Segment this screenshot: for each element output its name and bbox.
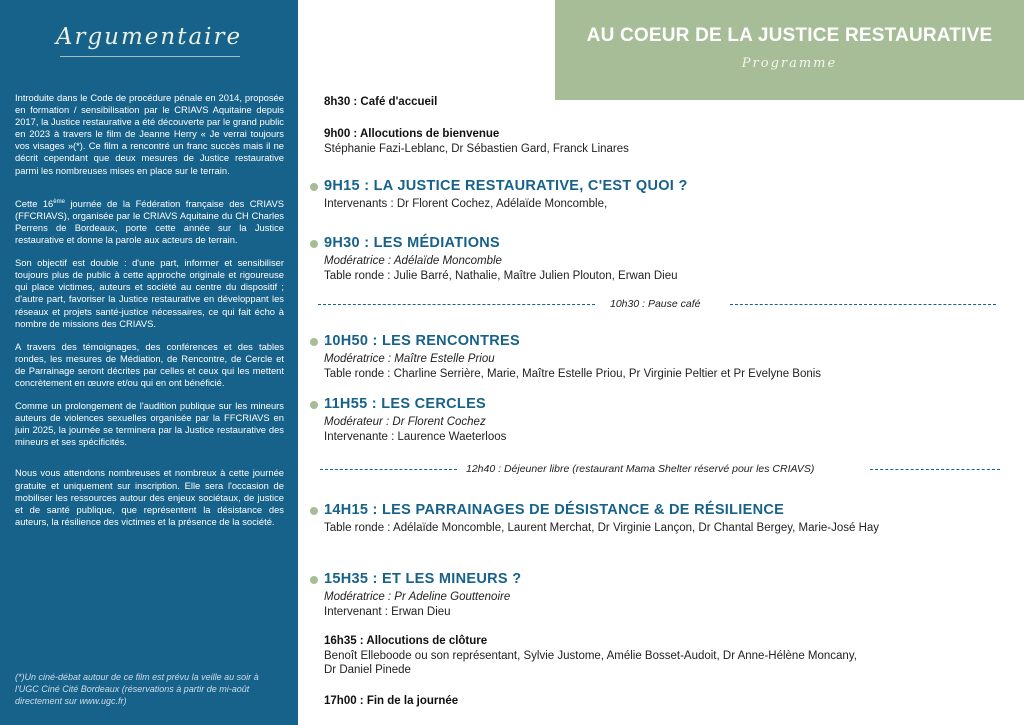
argumentaire-panel [0,0,298,725]
item-end: 17h00 : Fin de la journée [324,695,459,707]
bullet-dot [310,183,318,191]
bullet-dot [310,401,318,409]
paragraph-inscription: Nous vous attendons nombreuses et nombreux à cette journée gratuite et uniquement sur inscription. Elle sera l'occasion de mobiliser les ressources autour des enjeux sociétaux, de justice et de santé publique, que représentent la désistance des auteurs, la résilience des victimes et la présence de la société. [15,467,284,527]
title-underline [60,56,240,57]
bullet-dot [310,507,318,515]
paragraph-objectif: Son objectif est double : d'une part, informer et sensibiliser toujours plus de public à cette approche originale et rigoureuse qui place victimes, auteurs et société au centre du dispositif ; d'autre part, favoriser la Justice restaurative en développant les réseaux et projets santé-justice nécessaires, ce qui fait écho à nombre de missions des CRIAVS. [15,257,284,329]
divider-dashed [730,304,996,305]
argumentaire-text [15,92,284,547]
divider-dashed [318,304,595,305]
item-welcome: 9h00 : Allocutions de bienvenue Stéphanie Fazi-Leblanc, Dr Sébastien Gard, Franck Linares [324,128,629,155]
divider-dashed [320,469,457,470]
paragraph-intro: Introduite dans le Code de procédure pénale en 2014, proposée en formation / sensibilisation par le CRIAVS Aquitaine depuis 2017, la Justice restaurative a été découverte par le grand public en 2023 à travers le film de Jeanne Herry « Je verrai toujours vos visages »(*). Ce film a rencontré un franc succès mais il ne décrit cependant que deux mesures de Justice restaurative parmi les nombreuses mises en place sur le terrain. [15,92,284,176]
paragraph-journee: Cette 16ème journée de la Fédération française des CRIAVS (FFCRIAVS), organisée par le CRIAVS Aquitaine du CH Charles Perrens de Bordeaux, porte cette année sur la Justice restaurative et donne la parole aux acteurs de terrain. [15,197,284,246]
divider-dashed [870,469,1000,470]
paragraph-mesures: A travers des témoignages, des conférences et des tables rondes, les mesures de Médiation, de Rencontre, de Cercle et de Parrainage seront décrites par celles et ceux qui les mettent concrètement en œuvre et/ou qui en ont bénéficié. [15,340,284,388]
argumentaire-title: Argumentaire [55,24,243,50]
pause-dejeuner: 12h40 : Déjeuner libre (restaurant Mama Shelter réservé pour les CRIAVS) [466,463,815,475]
bullet-dot [310,338,318,346]
footnote: (*)Un ciné-débat autour de ce film est prévu la veille au soir à l'UGC Ciné Cité Bordeaux (réservations à partir de mi-août directement sur www.ugc.fr) [15,672,259,706]
item-cafe: 8h30 : Café d'accueil [324,96,438,108]
page-subtitle: Programme [741,56,838,71]
item-closing: 16h35 : Allocutions de clôture Benoît Elleboode ou son représentant, Sylvie Justome, Amélie Bosset-Audoit, Dr Anne-Hélène Moncany, Dr Daniel Pinede [324,635,857,676]
paragraph-mineurs: Comme un prolongement de l'audition publique sur les mineurs auteurs de violences sexuelles organisée par la FFCRIAVS en juin 2025, la journée se terminera par la Justice restaurative des mineurs et ses spécificités. [15,400,284,448]
pause-cafe: 10h30 : Pause café [610,298,701,310]
bullet-dot [310,576,318,584]
page-title: AU COEUR DE LA JUSTICE RESTAURATIVE [586,25,993,46]
header-banner [555,0,1024,100]
bullet-dot [310,240,318,248]
